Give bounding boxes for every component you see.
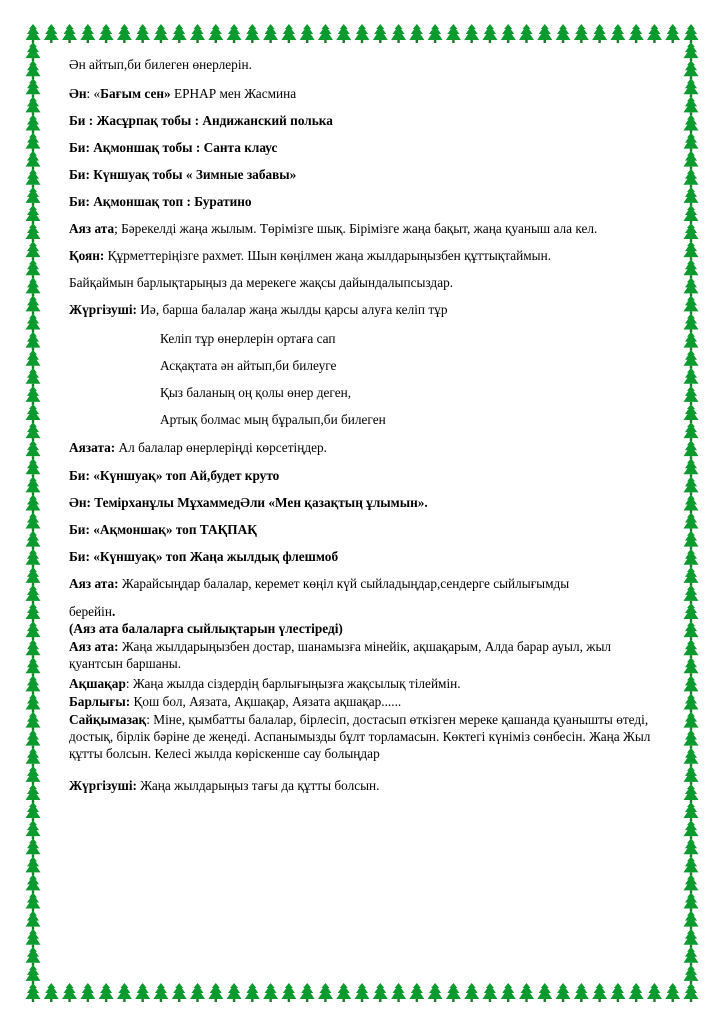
fir-tree-icon <box>245 24 260 43</box>
fir-tree-icon <box>574 24 589 43</box>
fir-tree-icon <box>647 983 662 1002</box>
fir-tree-icon <box>172 24 187 43</box>
fir-tree-icon <box>519 983 534 1002</box>
fir-tree-icon <box>26 241 41 260</box>
fir-tree-icon <box>26 657 41 676</box>
fir-tree-icon <box>26 549 41 568</box>
fir-tree-icon <box>227 24 242 43</box>
fir-tree-icon <box>684 223 699 242</box>
fir-tree-icon <box>26 802 41 821</box>
fir-tree-icon <box>464 24 479 43</box>
fir-tree-icon <box>684 277 699 296</box>
fir-tree-icon <box>245 983 260 1002</box>
fir-tree-icon <box>26 223 41 242</box>
fir-tree-icon <box>684 657 699 676</box>
fir-tree-icon <box>501 24 516 43</box>
fir-tree-icon <box>355 24 370 43</box>
fir-tree-icon <box>99 983 114 1002</box>
fir-tree-icon <box>684 820 699 839</box>
fir-tree-icon <box>574 983 589 1002</box>
fir-tree-icon <box>501 983 516 1002</box>
fir-tree-icon <box>26 603 41 622</box>
fir-tree-icon <box>117 983 132 1002</box>
fir-tree-icon <box>373 24 388 43</box>
fir-tree-icon <box>62 24 77 43</box>
fir-tree-icon <box>684 603 699 622</box>
poem-line-3: Қыз баланың оң қолы өнер деген, <box>160 385 352 400</box>
paragraph-ayaz-ata-2-end: берейін. <box>69 604 116 619</box>
fir-tree-icon <box>684 513 699 532</box>
fir-tree-icon <box>26 893 41 912</box>
fir-tree-icon <box>26 983 41 1002</box>
paragraph-host-2: Жүргізуші: Жаңа жылдарыңыз тағы да құтты болсын. <box>69 778 380 793</box>
fir-tree-icon <box>482 24 497 43</box>
fir-tree-icon <box>26 458 41 477</box>
fir-tree-icon <box>26 42 41 61</box>
fir-tree-icon <box>99 24 114 43</box>
fir-tree-icon <box>26 277 41 296</box>
fir-tree-icon <box>684 42 699 61</box>
fir-tree-icon <box>26 639 41 658</box>
fir-tree-icon <box>26 404 41 423</box>
fir-tree-icon <box>684 314 699 333</box>
fir-tree-icon <box>684 114 699 133</box>
fir-tree-icon <box>26 856 41 875</box>
fir-tree-icon <box>684 404 699 423</box>
fir-tree-icon <box>26 187 41 206</box>
fir-tree-icon <box>409 983 424 1002</box>
fir-tree-icon <box>26 675 41 694</box>
fir-tree-icon <box>26 440 41 459</box>
fir-tree-icon <box>446 24 461 43</box>
fir-tree-icon <box>263 983 278 1002</box>
fir-tree-icon <box>26 784 41 803</box>
fir-tree-icon <box>482 983 497 1002</box>
fir-tree-icon <box>26 585 41 604</box>
fir-tree-icon <box>281 983 296 1002</box>
fir-tree-icon <box>684 549 699 568</box>
fir-tree-icon <box>684 24 699 43</box>
fir-tree-icon <box>26 169 41 188</box>
fir-tree-icon <box>153 24 168 43</box>
fir-tree-icon <box>684 621 699 640</box>
fir-tree-icon <box>684 567 699 586</box>
fir-tree-icon <box>300 24 315 43</box>
fir-tree-icon <box>464 983 479 1002</box>
fir-tree-icon <box>44 24 59 43</box>
paragraph-ayaz-ata-2: Аяз ата: Жарайсыңдар балалар, керемет көңіл күй сыйладыңдар,сендерге сыйлығымды <box>69 576 570 591</box>
fir-tree-icon <box>537 983 552 1002</box>
fir-tree-icon <box>26 929 41 948</box>
fir-tree-icon <box>26 476 41 495</box>
fir-tree-icon <box>227 983 242 1002</box>
fir-tree-icon <box>592 24 607 43</box>
paragraph-dance-6: Би: «Ақмоншақ» топ ТАҚПАҚ <box>69 522 257 537</box>
fir-tree-icon <box>336 24 351 43</box>
fir-tree-icon <box>684 730 699 749</box>
fir-tree-icon <box>684 332 699 351</box>
paragraph-koyan: Қоян: Құрметтеріңізге рахмет. Шын көңілмен жаңа жылдарыңызбен құттықтаймын. <box>69 248 552 263</box>
fir-tree-icon <box>428 983 443 1002</box>
fir-tree-icon <box>26 531 41 550</box>
fir-tree-icon <box>684 983 699 1002</box>
fir-tree-icon <box>665 24 680 43</box>
fir-tree-icon <box>373 983 388 1002</box>
fir-tree-icon <box>684 259 699 278</box>
fir-tree-icon <box>684 476 699 495</box>
poem-line-2: Асқақтата ән айтып,би билеуге <box>160 358 337 373</box>
fir-tree-icon <box>610 983 625 1002</box>
fir-tree-icon <box>665 983 680 1002</box>
fir-tree-icon <box>26 494 41 513</box>
fir-tree-icon <box>684 151 699 170</box>
fir-tree-icon <box>684 874 699 893</box>
paragraph-dance-1: Би : Жасұрпақ тобы : Андижанский полька <box>69 113 333 128</box>
fir-tree-icon <box>684 531 699 550</box>
fir-tree-icon <box>80 983 95 1002</box>
fir-tree-icon <box>26 368 41 387</box>
fir-tree-icon <box>135 983 150 1002</box>
fir-tree-icon <box>684 78 699 97</box>
fir-tree-icon <box>208 983 223 1002</box>
fir-tree-icon <box>172 983 187 1002</box>
fir-tree-icon <box>26 838 41 857</box>
fir-tree-icon <box>355 983 370 1002</box>
poem-line-4: Артық болмас мың бұралып,би билеген <box>160 412 386 427</box>
fir-tree-icon <box>684 947 699 966</box>
fir-tree-icon <box>684 440 699 459</box>
fir-tree-icon <box>300 983 315 1002</box>
fir-tree-icon <box>519 24 534 43</box>
paragraph-saykymazak: Сайқымазақ: Міне, қымбатты балалар, бірлесіп, достасып өткізген мереке қашанда қуанышты өтеді, достық, бірлік бәріне де жеңеді. Аспанымызды бұлт торламасын. Көктегі күніміз сөнбесін. Жаңа Жыл құтты болсын. Келесі жылда көріскенше сау болыңдар <box>69 712 651 761</box>
paragraph-all: Барлығы: Қош бол, Аязата, Ақшақар, Аязата ақшақар...... <box>69 694 402 709</box>
fir-tree-icon <box>684 458 699 477</box>
fir-tree-icon <box>684 241 699 260</box>
paragraph-ayazata: Аязата: Ал балалар өнерлеріңді көрсетіңдер. <box>69 440 327 455</box>
fir-tree-icon <box>684 748 699 767</box>
fir-tree-icon <box>684 368 699 387</box>
fir-tree-icon <box>684 784 699 803</box>
fir-tree-icon <box>26 965 41 984</box>
fir-tree-icon <box>26 820 41 839</box>
fir-tree-icon <box>26 314 41 333</box>
fir-tree-icon <box>684 96 699 115</box>
fir-tree-icon <box>684 60 699 79</box>
fir-tree-icon <box>684 133 699 152</box>
fir-tree-icon <box>26 151 41 170</box>
fir-tree-icon <box>208 24 223 43</box>
fir-tree-icon <box>26 78 41 97</box>
fir-tree-icon <box>391 24 406 43</box>
fir-tree-icon <box>26 947 41 966</box>
fir-tree-icon <box>428 24 443 43</box>
fir-tree-icon <box>26 96 41 115</box>
fir-tree-icon <box>26 24 41 43</box>
paragraph-dance-7: Би: «Күншуақ» топ Жаңа жылдық флешмоб <box>69 549 339 564</box>
fir-tree-icon <box>537 24 552 43</box>
fir-tree-icon <box>318 983 333 1002</box>
fir-tree-icon <box>26 513 41 532</box>
fir-tree-icon <box>26 133 41 152</box>
paragraph-akshakar: Ақшақар: Жаңа жылда сіздердің барлығыңызға жақсылық тілеймін. <box>69 676 461 691</box>
fir-tree-icon <box>391 983 406 1002</box>
fir-tree-icon <box>26 422 41 441</box>
fir-tree-icon <box>336 983 351 1002</box>
stage-direction: (Аяз ата балаларға сыйлықтарын үлестіреді) <box>69 621 343 636</box>
fir-tree-icon <box>44 983 59 1002</box>
fir-tree-icon <box>26 621 41 640</box>
paragraph-ayaz-ata-3: Аяз ата: Жаңа жылдарыңызбен достар, шанамызға мінейік, ақшақарым, Алда барар ауыл, жыл қуантсын баршаны. <box>69 639 612 671</box>
paragraph-dance-2: Би: Ақмоншақ тобы : Санта клаус <box>69 140 278 155</box>
fir-tree-icon <box>26 911 41 930</box>
fir-tree-icon <box>26 874 41 893</box>
fir-tree-icon <box>26 748 41 767</box>
fir-tree-icon <box>26 350 41 369</box>
fir-tree-icon <box>556 24 571 43</box>
fir-tree-icon <box>556 983 571 1002</box>
fir-tree-icon <box>117 24 132 43</box>
paragraph-song-2: Ән: Теміpханұлы МұхаммедӘли «Мен қазақтың ұлымын». <box>69 495 428 510</box>
fir-tree-icon <box>684 494 699 513</box>
fir-tree-icon <box>80 24 95 43</box>
fir-tree-icon <box>26 730 41 749</box>
fir-tree-icon <box>684 838 699 857</box>
fir-tree-icon <box>684 712 699 731</box>
fir-tree-icon <box>446 983 461 1002</box>
fir-tree-icon <box>684 856 699 875</box>
fir-tree-icon <box>281 24 296 43</box>
paragraph-song-1: Ән: «Бағым сен» ЕРНАР мен Жасмина <box>69 86 297 101</box>
paragraph-ayaz-ata-1: Аяз ата; Бәрекелді жаңа жылым. Төрімізге шық. Бірімізге жаңа бақыт, жаңа қуаныш ала кел. <box>69 221 598 236</box>
fir-tree-icon <box>26 712 41 731</box>
fir-tree-icon <box>684 802 699 821</box>
fir-tree-icon <box>684 766 699 785</box>
fir-tree-icon <box>26 386 41 405</box>
fir-tree-icon <box>684 295 699 314</box>
fir-tree-icon <box>318 24 333 43</box>
fir-tree-icon <box>684 205 699 224</box>
fir-tree-icon <box>684 893 699 912</box>
fir-tree-icon <box>135 24 150 43</box>
fir-tree-icon <box>629 983 644 1002</box>
fir-tree-icon <box>610 24 625 43</box>
paragraph-dance-4: Би: Ақмоншақ топ : Буратино <box>69 194 252 209</box>
fir-tree-icon <box>153 983 168 1002</box>
paragraph-observation: Байқаймын барлықтарыңыз да мерекеге жақсы дайындалыпсыздар. <box>69 275 454 290</box>
fir-tree-icon <box>263 24 278 43</box>
paragraph-dance-3: Би: Күншуақ тобы « Зимные забавы» <box>69 167 297 182</box>
fir-tree-icon <box>592 983 607 1002</box>
fir-tree-icon <box>190 24 205 43</box>
fir-tree-icon <box>26 295 41 314</box>
fir-tree-icon <box>26 766 41 785</box>
fir-tree-icon <box>190 983 205 1002</box>
poem-line-1: Келіп тұр өнерлерін ортаға сап <box>160 331 336 346</box>
fir-tree-icon <box>684 386 699 405</box>
fir-tree-icon <box>684 350 699 369</box>
fir-tree-icon <box>62 983 77 1002</box>
fir-tree-icon <box>26 332 41 351</box>
fir-tree-icon <box>26 114 41 133</box>
fir-tree-icon <box>647 24 662 43</box>
fir-tree-icon <box>26 693 41 712</box>
fir-tree-icon <box>684 911 699 930</box>
fir-tree-icon <box>684 693 699 712</box>
fir-tree-icon <box>684 929 699 948</box>
fir-tree-icon <box>684 675 699 694</box>
fir-tree-icon <box>684 639 699 658</box>
fir-tree-icon <box>409 24 424 43</box>
paragraph-host-1: Жүргізуші: Иә, барша балалар жаңа жылды қарсы алуға келіп тұр <box>69 302 448 317</box>
fir-tree-icon <box>629 24 644 43</box>
fir-tree-icon <box>26 205 41 224</box>
paragraph-dance-5: Би: «Күншуақ» топ Ай,будет круто <box>69 468 280 483</box>
fir-tree-icon <box>684 187 699 206</box>
fir-tree-icon <box>684 422 699 441</box>
paragraph-intro: Ән айтып,би билеген өнерлерін. <box>69 57 252 72</box>
fir-tree-icon <box>684 585 699 604</box>
fir-tree-icon <box>26 259 41 278</box>
fir-tree-icon <box>26 567 41 586</box>
fir-tree-icon <box>684 965 699 984</box>
fir-tree-icon <box>684 169 699 188</box>
fir-tree-icon <box>26 60 41 79</box>
